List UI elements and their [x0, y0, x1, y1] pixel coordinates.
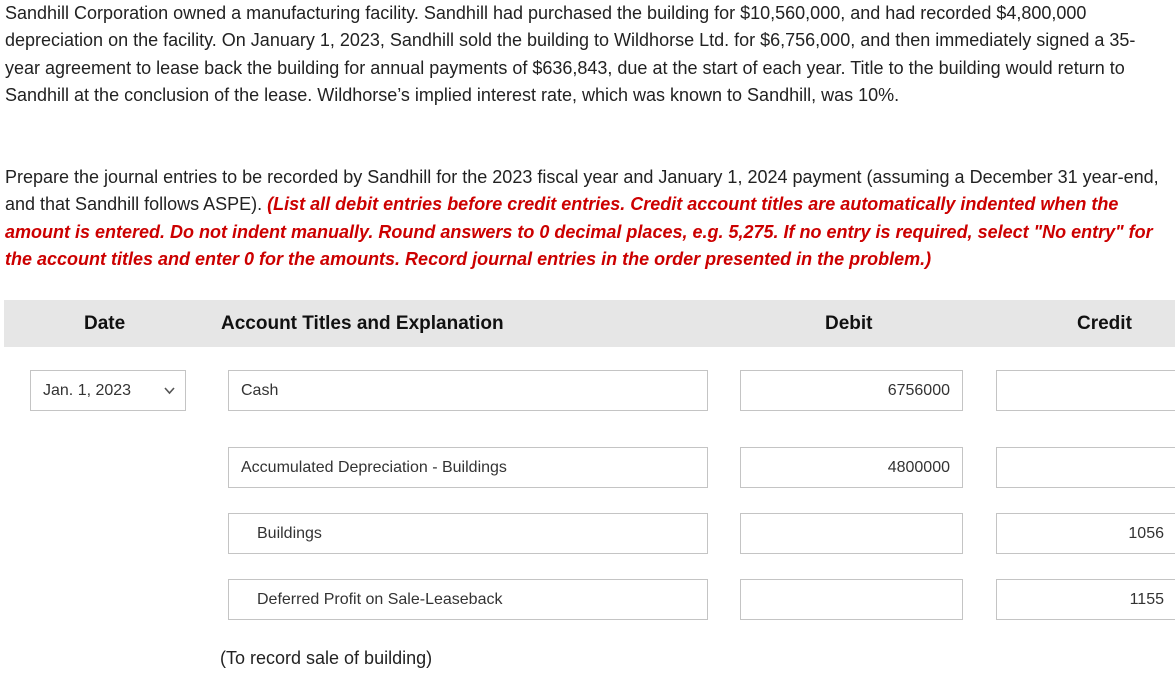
header-date: Date [84, 313, 126, 334]
header-debit: Debit [825, 313, 873, 334]
journal-table-header [4, 300, 1175, 347]
header-account: Account Titles and Explanation [221, 313, 504, 334]
instructions-note: (List all debit entries before credit entries. Credit account titles are automatically indented when the amount is entered. Do not indent manually. Round answers to 0 decimal places, e.g. 5,275. If no entry is required, select "No entry" for the account titles and enter 0 for the amounts. Record journal entries in the order presented in the problem.) [5, 194, 1153, 269]
account-title-input[interactable]: Accumulated Depreciation - Buildings [228, 447, 708, 488]
date-select[interactable] [30, 370, 186, 411]
debit-input[interactable] [740, 579, 963, 620]
debit-input[interactable] [740, 513, 963, 554]
credit-input[interactable] [996, 447, 1175, 488]
credit-input[interactable]: 1155 [996, 579, 1175, 620]
instructions-text: Prepare the journal entries to be recorded by Sandhill for the 2023 fiscal year and January 1, 2024 payment (assuming a December 31 year-end, and that Sandhill follows ASPE). [5, 167, 1159, 215]
account-title-input[interactable]: Cash [228, 370, 708, 411]
debit-input[interactable]: 6756000 [740, 370, 963, 411]
header-credit: Credit [1077, 313, 1132, 334]
problem-statement: Sandhill Corporation owned a manufacturing facility. Sandhill had purchased the building for $10,560,000, and had recorded $4,800,000 depreciation on the facility. On January 1, 2023, Sandhill sold the building to Wildhorse Ltd. for $6,756,000, and then immediately signed a 35-year agreement to lease back the building for annual payments of $636,843, due at the start of each year. Title to the building would return to Sandhill at the conclusion of the lease. Wildhorse’s implied interest rate, which was known to Sandhill, was 10%. [5, 3, 1136, 105]
account-title-input[interactable]: Buildings [228, 513, 708, 554]
date-select-value: Jan. 1, 2023 [43, 382, 132, 399]
debit-input[interactable]: 4800000 [740, 447, 963, 488]
credit-input[interactable] [996, 370, 1175, 411]
entry-explanation: (To record sale of building) [220, 648, 433, 668]
instructions [5, 164, 1170, 273]
chevron-down-icon [164, 371, 175, 411]
credit-input[interactable]: 1056 [996, 513, 1175, 554]
account-title-input[interactable]: Deferred Profit on Sale-Leaseback [228, 579, 708, 620]
